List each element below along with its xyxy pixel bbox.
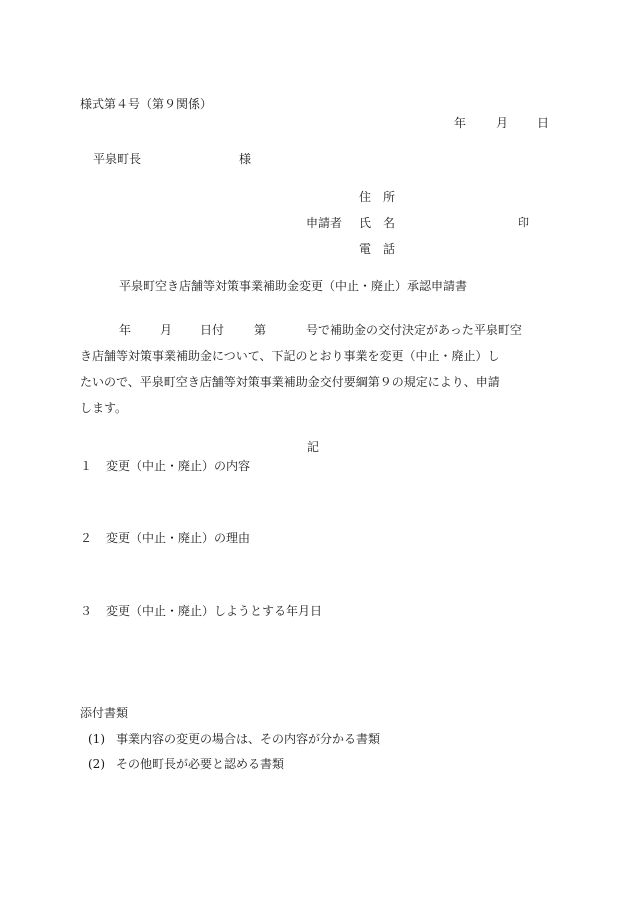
attachment-2-number: (2)	[88, 757, 105, 771]
item-3-number: ３	[80, 604, 93, 618]
form-number: 様式第４号（第９関係）	[80, 97, 213, 111]
item-2-number: ２	[80, 531, 93, 545]
date-month-label: 月	[496, 116, 509, 130]
applicant-role-label: 申請者	[306, 216, 343, 230]
phone-label: 電 話	[359, 242, 396, 256]
body-line1-rest: 号で補助金の交付決定があった平泉町空	[306, 323, 522, 337]
body-line1-no: 第	[254, 323, 267, 337]
body-line1-date: 日付	[200, 323, 225, 337]
body-line1-month: 月	[160, 323, 173, 337]
ki-heading: 記	[307, 440, 320, 454]
item-1-number: １	[80, 459, 93, 473]
document-title: 平泉町空き店舗等対策事業補助金変更（中止・廃止）承認申請書	[119, 279, 468, 293]
body-line4: します。	[80, 401, 128, 415]
addressee-name: 平泉町長	[93, 152, 142, 166]
addressee-honorific: 様	[239, 152, 252, 166]
seal-mark: 印	[518, 216, 529, 229]
date-day-label: 日	[537, 116, 550, 130]
body-line1-year: 年	[119, 323, 132, 337]
address-label: 住 所	[359, 190, 396, 204]
item-3-text: 変更（中止・廃止）しようとする年月日	[106, 604, 323, 618]
attachments-heading: 添付書類	[80, 706, 129, 720]
body-line3: たいので、平泉町空き店舗等対策事業補助金交付要綱第９の規定により、申請	[80, 375, 500, 389]
item-1-text: 変更（中止・廃止）の内容	[106, 459, 251, 473]
body-line2: き店舗等対策事業補助金について、下記のとおり事業を変更（中止・廃止）し	[80, 349, 500, 363]
attachment-2-text: その他町長が必要と認める書類	[116, 757, 285, 771]
attachment-1-number: (1)	[88, 732, 105, 746]
item-2-text: 変更（中止・廃止）の理由	[106, 531, 251, 545]
date-year-label: 年	[454, 116, 467, 130]
name-label: 氏 名	[359, 216, 396, 230]
attachment-1-text: 事業内容の変更の場合は、その内容が分かる書類	[116, 732, 381, 746]
